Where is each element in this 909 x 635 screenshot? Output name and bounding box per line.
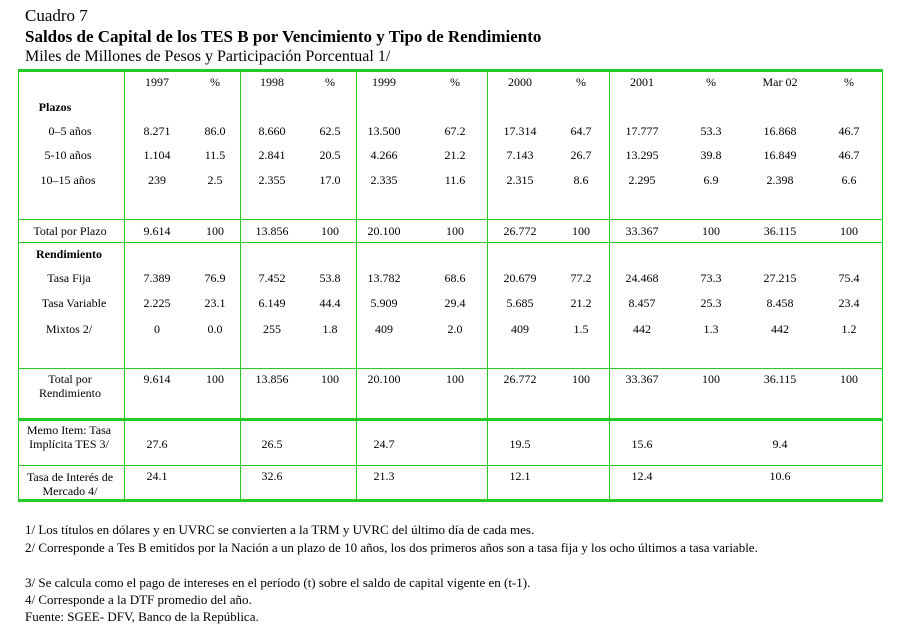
row-label: 10–15 años	[40, 173, 96, 187]
memo-value: 26.5	[261, 437, 283, 451]
memo-value: 15.6	[631, 437, 653, 451]
source-note: Fuente: SGEE- DFV, Banco de la República.	[25, 609, 259, 624]
col-header-pct: %	[706, 75, 716, 89]
table-cell: 77.2	[570, 271, 592, 285]
table-cell: 86.0	[204, 124, 226, 138]
col-header-2000: 2000	[508, 75, 532, 89]
table-cell: 100	[840, 224, 858, 238]
table-cell: 8.458	[766, 296, 794, 310]
table-cell: 100	[446, 224, 464, 238]
memo-value: 24.7	[373, 437, 395, 451]
table-cell: 100	[206, 372, 224, 386]
rule-memo-mid	[18, 465, 883, 466]
table-cell: 6.9	[703, 173, 719, 187]
table-cell: 409	[511, 322, 529, 336]
table-cell: 36.115	[763, 224, 797, 238]
row-label: 5-10 años	[44, 148, 92, 162]
table-cell: 62.5	[319, 124, 341, 138]
table-cell: 2.335	[370, 173, 398, 187]
table-cell: 36.115	[763, 372, 797, 386]
table-cell: 20.679	[503, 271, 537, 285]
table-cell: 44.4	[319, 296, 341, 310]
col-header-pct: %	[450, 75, 460, 89]
memo-value: 19.5	[509, 437, 531, 451]
table-cell: 442	[771, 322, 789, 336]
table-cell: 46.7	[838, 124, 860, 138]
table-cell: 64.7	[570, 124, 592, 138]
interes-value: 12.1	[509, 469, 531, 483]
table-cell: 2.0	[447, 322, 463, 336]
table-cell: 25.3	[700, 296, 722, 310]
rule-memo-top	[18, 418, 883, 421]
table-cell: 9.614	[143, 372, 171, 386]
rule-total-plazo-bottom	[18, 242, 883, 243]
col-header-mar02: Mar 02	[762, 75, 798, 89]
col-header-pct: %	[325, 75, 335, 89]
rule-total-plazo-top	[18, 219, 883, 220]
table-cell: 8.271	[143, 124, 171, 138]
table-cell: 1.8	[322, 322, 338, 336]
col-header-pct: %	[844, 75, 854, 89]
interes-value: 21.3	[373, 469, 395, 483]
row-label: Mixtos 2/	[45, 322, 93, 336]
table-cell: 442	[633, 322, 651, 336]
table-cell: 409	[375, 322, 393, 336]
rule-bottom	[18, 499, 883, 502]
col-separator	[18, 72, 19, 500]
table-cell: 5.685	[506, 296, 534, 310]
table-title: Saldos de Capital de los TES B por Vencimiento y Tipo de Rendimiento	[25, 27, 542, 46]
row-label: 0–5 años	[48, 124, 92, 138]
interes-value: 12.4	[631, 469, 653, 483]
table-cell: 29.4	[444, 296, 466, 310]
table-cell: 2.225	[143, 296, 171, 310]
table-cell: 24.468	[625, 271, 659, 285]
table-cell: 33.367	[625, 372, 659, 386]
col-header-2001: 2001	[630, 75, 654, 89]
table-cell: 1.104	[143, 148, 171, 162]
table-cell: 13.295	[625, 148, 659, 162]
table-cell: 2.5	[207, 173, 223, 187]
table-cell: 6.6	[841, 173, 857, 187]
table-cell: 26.772	[503, 372, 537, 386]
table-cell: 21.2	[444, 148, 466, 162]
table-cell: 255	[263, 322, 281, 336]
table-cell: 53.8	[319, 271, 341, 285]
col-header-pct: %	[576, 75, 586, 89]
row-label: Total por Plazo	[33, 224, 107, 238]
table-cell: 7.143	[506, 148, 534, 162]
table-cell: 11.5	[204, 148, 226, 162]
table-cell: 26.7	[570, 148, 592, 162]
rule-top	[18, 69, 883, 72]
col-header-pct: %	[210, 75, 220, 89]
table-subtitle: Miles de Millones de Pesos y Participación Porcentual 1/	[25, 48, 391, 65]
memo-label: Memo Item: Tasa Implícita TES 3/	[26, 423, 112, 451]
section-label-rendimiento: Rendimiento	[36, 247, 102, 261]
table-cell: 33.367	[625, 224, 659, 238]
table-cell: 100	[840, 372, 858, 386]
col-separator	[882, 72, 883, 500]
table-cell: 17.314	[503, 124, 537, 138]
table-cell: 1.2	[841, 322, 857, 336]
table-cell: 100	[446, 372, 464, 386]
memo-value: 9.4	[772, 437, 788, 451]
footnote-2: 2/ Corresponde a Tes B emitidos por la Nación a un plazo de 10 años, los dos primeros años son a tasa fija y los ocho últimos a tasa variable.	[25, 540, 758, 555]
table-cell: 0.0	[207, 322, 223, 336]
footnote-1: 1/ Los títulos en dólares y en UVRC se convierten a la TRM y UVRC del último día de cada mes.	[25, 522, 535, 537]
table-cell: 67.2	[444, 124, 466, 138]
table-cell: 2.355	[258, 173, 286, 187]
table-cell: 6.149	[258, 296, 286, 310]
table-cell: 5.909	[370, 296, 398, 310]
table-cell: 4.266	[370, 148, 398, 162]
footnote-4: 4/ Corresponde a la DTF promedio del año.	[25, 592, 252, 607]
table-cell: 20.5	[319, 148, 341, 162]
memo-value: 27.6	[146, 437, 168, 451]
rule-total-rend-top	[18, 368, 883, 369]
table-cell: 100	[321, 224, 339, 238]
table-cell: 17.0	[319, 173, 341, 187]
table-cell: 39.8	[700, 148, 722, 162]
table-cell: 0	[154, 322, 160, 336]
row-label: Tasa Variable	[41, 296, 107, 310]
table-cell: 23.1	[204, 296, 226, 310]
table-cell: 26.772	[503, 224, 537, 238]
table-cell: 53.3	[700, 124, 722, 138]
row-label: Tasa Fija	[47, 271, 91, 285]
table-cell: 76.9	[204, 271, 226, 285]
table-cell: 13.856	[255, 224, 289, 238]
table-cell: 7.452	[258, 271, 286, 285]
table-cell: 8.457	[628, 296, 656, 310]
section-label-plazos: Plazos	[38, 100, 72, 114]
table-cell: 239	[148, 173, 166, 187]
table-cell: 23.4	[838, 296, 860, 310]
row-label: Total por Rendimiento	[39, 372, 101, 400]
table-cell: 8.6	[573, 173, 589, 187]
table-cell: 75.4	[838, 271, 860, 285]
table-cell: 11.6	[444, 173, 466, 187]
table-cell: 21.2	[570, 296, 592, 310]
table-cell: 17.777	[625, 124, 659, 138]
table-cell: 2.841	[258, 148, 286, 162]
interes-value: 24.1	[146, 469, 168, 483]
table-cell: 13.500	[367, 124, 401, 138]
table-cell: 8.660	[258, 124, 286, 138]
table-cell: 9.614	[143, 224, 171, 238]
table-cell: 100	[321, 372, 339, 386]
table-cell: 100	[572, 224, 590, 238]
table-cell: 68.6	[444, 271, 466, 285]
table-cell: 16.849	[763, 148, 797, 162]
table-cell: 100	[702, 224, 720, 238]
footnote-3: 3/ Se calcula como el pago de intereses en el período (t) sobre el saldo de capital vigente en (t-1).	[25, 575, 531, 590]
col-separator	[487, 72, 488, 500]
table-cell: 16.868	[763, 124, 797, 138]
table-cell: 1.5	[573, 322, 589, 336]
col-separator	[124, 72, 125, 500]
table-cell: 2.315	[506, 173, 534, 187]
col-header-1997: 1997	[145, 75, 169, 89]
table-cell: 1.3	[703, 322, 719, 336]
table-cell: 100	[702, 372, 720, 386]
table-cell: 73.3	[700, 271, 722, 285]
table-cell: 13.856	[255, 372, 289, 386]
col-header-1999: 1999	[372, 75, 396, 89]
table-cell: 20.100	[367, 224, 401, 238]
table-number: Cuadro 7	[25, 6, 88, 25]
table-cell: 100	[206, 224, 224, 238]
table-cell: 13.782	[367, 271, 401, 285]
table-cell: 46.7	[838, 148, 860, 162]
interes-value: 10.6	[769, 469, 791, 483]
table-cell: 100	[572, 372, 590, 386]
table-cell: 2.398	[766, 173, 794, 187]
table-cell: 7.389	[143, 271, 171, 285]
interes-label: Tasa de Interés de Mercado 4/	[26, 470, 114, 498]
table-cell: 27.215	[763, 271, 797, 285]
interes-value: 32.6	[261, 469, 283, 483]
col-header-1998: 1998	[260, 75, 284, 89]
table-cell: 2.295	[628, 173, 656, 187]
table-cell: 20.100	[367, 372, 401, 386]
